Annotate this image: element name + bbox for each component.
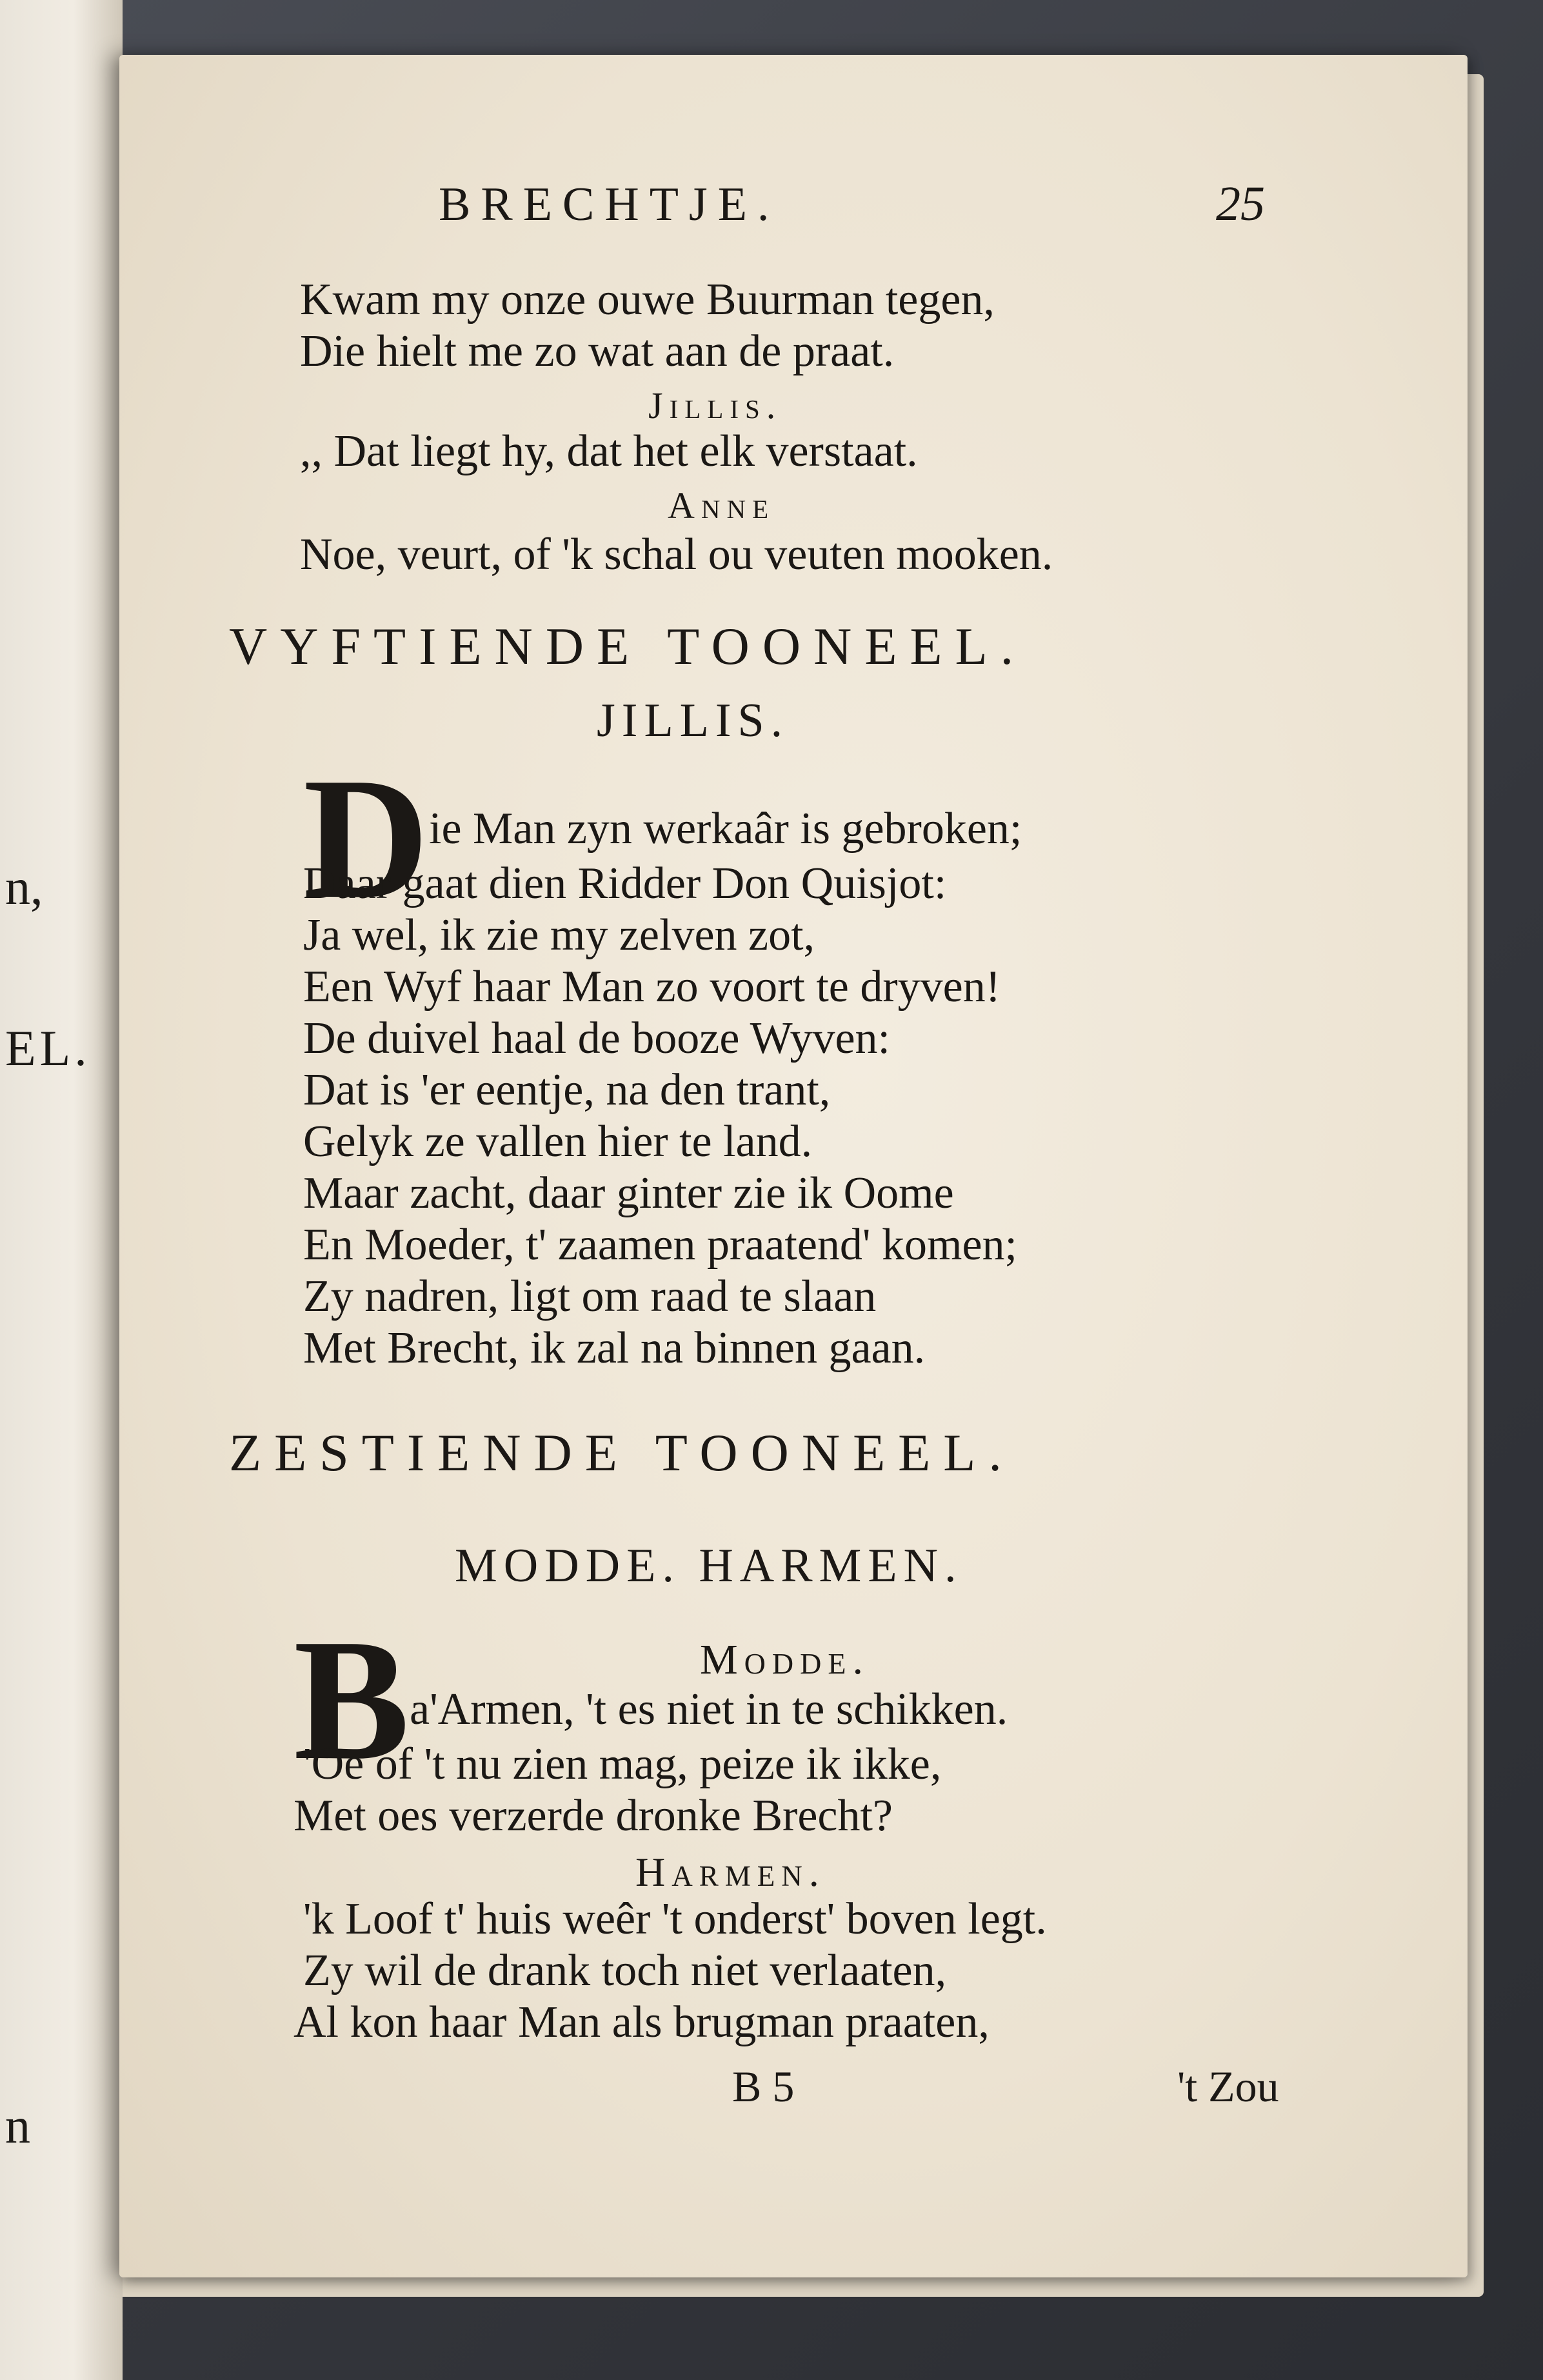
scene-heading: VYFTIENDE TOONEEL. <box>229 617 1027 675</box>
page-number: 25 <box>1216 177 1265 231</box>
left-page-fragment: n <box>5 2097 30 2154</box>
drop-cap: B <box>294 1603 410 1796</box>
verse-line: En Moeder, t' zaamen praatend' komen; <box>303 1220 1017 1270</box>
book-page <box>119 55 1468 2277</box>
verse-line: Ja wel, ik zie my zelven zot, <box>303 910 815 960</box>
verse-line: Dat is 'er eentje, na den trant, <box>303 1065 831 1115</box>
verse-line: Kwam my onze ouwe Buurman tegen, <box>300 275 995 325</box>
verse-line: Daar gaat dien Ridder Don Quisjot: <box>303 859 947 908</box>
verse-line: Noe, veurt, of 'k schal ou veuten mooken. <box>300 530 1053 579</box>
left-page <box>0 0 123 2380</box>
verse-line: Gelyk ze vallen hier te land. <box>303 1117 813 1166</box>
verse-line: 'k Loof t' huis weêr 't onderst' boven legt. <box>303 1894 1047 1944</box>
speaker-name: Modde. <box>700 1636 870 1683</box>
verse-line: Met Brecht, ik zal na binnen gaan. <box>303 1323 926 1373</box>
verse-line: Maar zacht, daar ginter zie ik Oome <box>303 1168 954 1218</box>
speaker-name: Anne <box>668 485 775 526</box>
verse-line: Zy wil de drank toch niet verlaaten, <box>303 1946 947 1995</box>
speaker-name: Harmen. <box>635 1849 826 1895</box>
scene-heading: ZESTIENDE TOONEEL. <box>229 1423 1015 1482</box>
scene-characters: JILLIS. <box>597 694 790 747</box>
verse-line: Zy nadren, ligt om raad te slaan <box>303 1272 877 1321</box>
scene-characters: MODDE. HARMEN. <box>455 1539 963 1592</box>
speaker-name: Jillis. <box>648 385 782 426</box>
verse-line: a'Armen, 't es niet in te schikken. <box>410 1685 1008 1734</box>
verse-line: Een Wyf haar Man zo voort te dryven! <box>303 962 1001 1012</box>
verse-line: Al kon haar Man als brugman praaten, <box>294 1997 990 2047</box>
signature-mark: B 5 <box>732 2062 795 2111</box>
verse-line: Die hielt me zo wat aan de praat. <box>300 326 895 376</box>
verse-line: ie Man zyn werkaâr is gebroken; <box>429 804 1022 854</box>
verse-line: 'Oe of 't nu zien mag, peize ik ikke, <box>303 1739 942 1789</box>
drop-cap: D <box>303 742 429 935</box>
verse-line: Met oes verzerde dronke Brecht? <box>294 1791 893 1841</box>
catchword: 't Zou <box>1177 2062 1279 2111</box>
verse-line: De duivel haal de booze Wyven: <box>303 1014 890 1063</box>
left-page-fragment: n, <box>5 859 43 915</box>
running-title: BRECHTJE. <box>439 178 780 231</box>
left-page-fragment: EL. <box>5 1020 91 1076</box>
verse-line: ,, Dat liegt hy, dat het elk verstaat. <box>300 426 918 476</box>
